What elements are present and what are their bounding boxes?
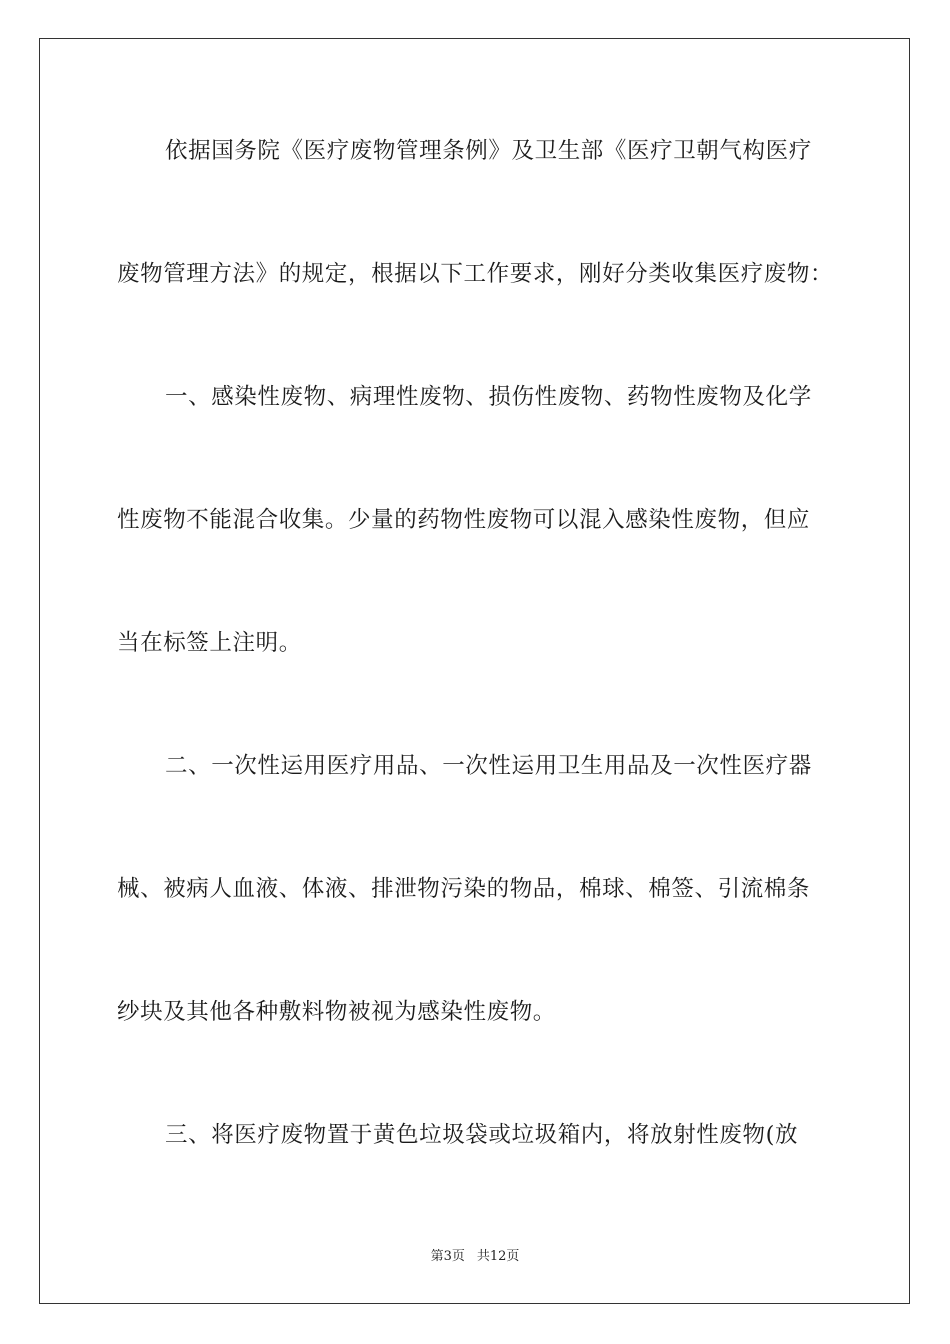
paragraph-3-line-2: 械、被病人血液、体液、排泄物污染的物品，棉球、棉签、引流棉条 bbox=[117, 876, 811, 902]
paragraph-3-line-1: 二、一次性运用医疗用品、一次性运用卫生用品及一次性医疗器 bbox=[165, 753, 812, 779]
paragraph-2-line-3: 当在标签上注明。 bbox=[117, 630, 302, 656]
page-number: 第3页 bbox=[430, 1249, 465, 1264]
paragraph-1-line-1: 依据国务院《医疗废物管理条例》及卫生部《医疗卫朝气构医疗 bbox=[165, 138, 812, 164]
page-footer bbox=[0, 1249, 950, 1265]
paragraph-4-line-1: 三、将医疗废物置于黄色垃圾袋或垃圾箱内，将放射性废物(放 bbox=[165, 1122, 799, 1148]
paragraph-3-line-3: 纱块及其他各种敷料物被视为感染性废物。 bbox=[117, 999, 556, 1025]
paragraph-2-line-1: 一、感染性废物、病理性废物、损伤性废物、药物性废物及化学 bbox=[165, 384, 812, 410]
page-total: 共12页 bbox=[476, 1249, 520, 1264]
paragraph-2-line-2: 性废物不能混合收集。少量的药物性废物可以混入感染性废物，但应 bbox=[117, 507, 811, 533]
paragraph-1-line-2: 废物管理方法》的规定，根据以下工作要求，刚好分类收集医疗废物： bbox=[117, 261, 833, 287]
page-border bbox=[39, 38, 910, 1304]
